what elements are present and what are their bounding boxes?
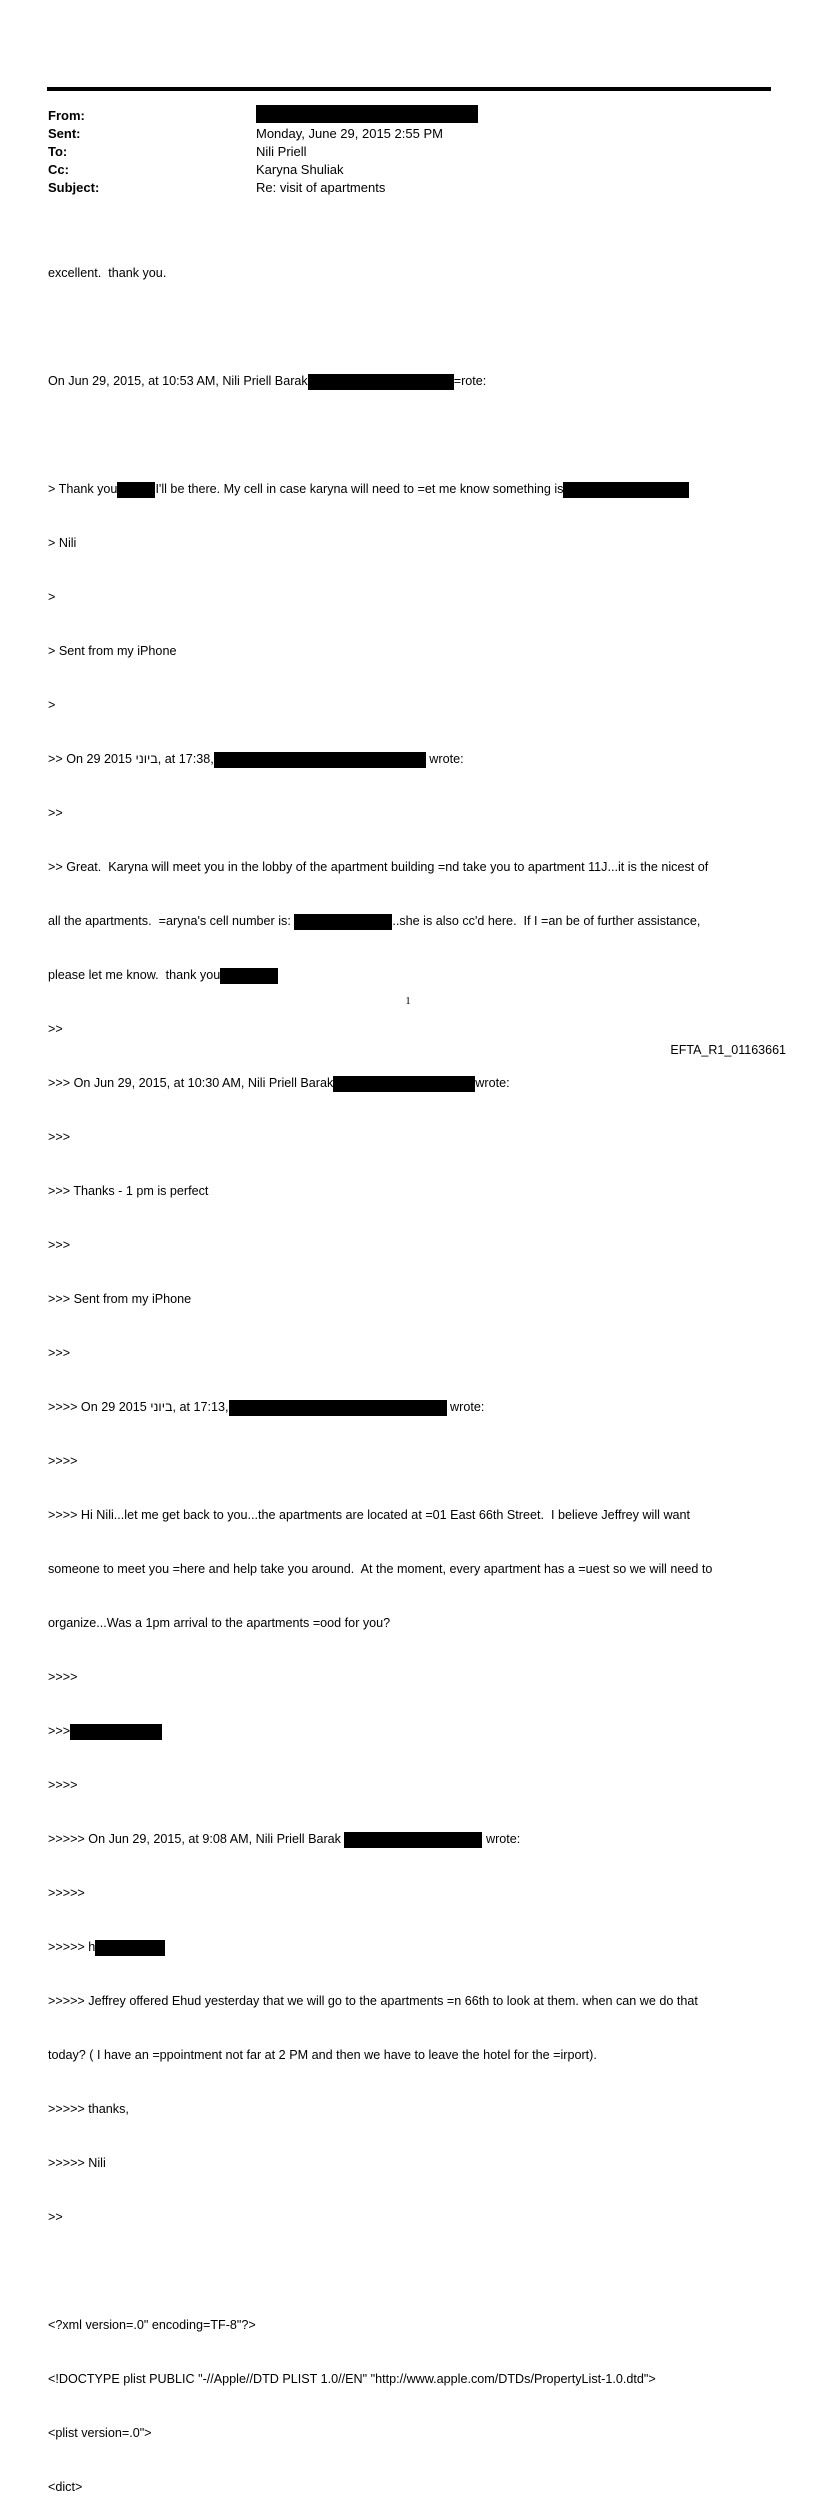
body-line: [48, 426, 768, 444]
redaction: [95, 1940, 165, 1956]
cc-value: Karyna Shuliak: [256, 162, 344, 177]
body-line: > Nili: [48, 536, 77, 550]
body-text: wrote:: [475, 1076, 510, 1090]
body-line: >>>>: [48, 1778, 78, 1792]
body-line: [48, 480, 768, 498]
body-text: >>>> On 29 ביוני 2015, at 17:13,: [48, 1400, 229, 1414]
body-line: <!DOCTYPE plist PUBLIC "-//Apple//DTD PLIST 1.0//EN" "http://www.apple.com/DTDs/PropertyList-1.0.dtd">: [48, 2372, 656, 2386]
body-text: >>>: [48, 1724, 71, 1738]
redaction: [308, 374, 454, 390]
redaction: [563, 482, 689, 498]
body-line: >>>: [48, 1238, 71, 1252]
body-line: [48, 2262, 768, 2280]
body-line: >>>>>: [48, 1886, 85, 1900]
body-line: >>: [48, 1022, 63, 1036]
body-line: >>>>: [48, 1670, 78, 1684]
body-line: today? ( I have an =ppointment not far at 2 PM and then we have to leave the hotel for the =irport).: [48, 2048, 597, 2062]
body-line: [48, 372, 768, 390]
body-text: >>>>> h: [48, 1940, 96, 1954]
redaction: [214, 752, 426, 768]
body-line: [48, 1722, 768, 1740]
to-label: To:: [48, 144, 68, 159]
body-line: >>>> Hi Nili...let me get back to you...the apartments are located at =01 East 66th Street. I believe Jeffrey will want: [48, 1508, 691, 1522]
body-line: [48, 750, 768, 768]
sent-value: Monday, June 29, 2015 2:55 PM: [256, 126, 443, 141]
body-text: >> On 29 ביוני 2015, at 17:38,: [48, 752, 214, 766]
from-label: From:: [48, 108, 85, 123]
body-line: >>>>: [48, 1454, 78, 1468]
sent-label: Sent:: [48, 126, 81, 141]
body-line: excellent. thank you.: [48, 266, 167, 280]
body-text: wrote:: [482, 1832, 521, 1846]
body-line: <dict>: [48, 2480, 83, 2494]
body-line: >>> Thanks - 1 pm is perfect: [48, 1184, 209, 1198]
body-line: organize...Was a 1pm arrival to the apartments =ood for you?: [48, 1616, 391, 1630]
email-body: [48, 228, 768, 2514]
body-text: > Thank you: [48, 482, 118, 496]
body-line: >>>>> Jeffrey offered Ehud yesterday that we will go to the apartments =n 66th to look at them. when can we do that: [48, 1994, 698, 2008]
body-text: wrote:: [425, 752, 464, 766]
bates-number: EFTA_R1_01163661: [670, 1043, 786, 1057]
body-text: =rote:: [453, 374, 487, 388]
body-line: [48, 1074, 768, 1092]
redaction: [220, 968, 278, 984]
cc-label: Cc:: [48, 162, 69, 177]
redaction: [117, 482, 155, 498]
body-text: wrote:: [446, 1400, 485, 1414]
body-text: all the apartments. =aryna's cell number is:: [48, 914, 291, 928]
body-line: [48, 1830, 768, 1848]
to-value: Nili Priell: [256, 144, 307, 159]
body-line: <?xml version=.0" encoding=TF-8"?>: [48, 2318, 256, 2332]
body-line: [48, 966, 768, 984]
body-line: >>>: [48, 1130, 71, 1144]
header-rule: [47, 87, 771, 91]
body-line: [48, 318, 768, 336]
body-line: >>>>> thanks,: [48, 2102, 129, 2116]
body-line: >>>: [48, 1346, 71, 1360]
body-line: <plist version=.0">: [48, 2426, 152, 2440]
subject-value: Re: visit of apartments: [256, 180, 386, 195]
body-text: I'll be there. My cell in case karyna will need to =et me know something is: [155, 482, 564, 496]
subject-label: Subject:: [48, 180, 100, 195]
body-text: ..she is also cc'd here. If I =an be of further assistance,: [392, 914, 701, 928]
page-number: 1: [405, 995, 411, 1007]
body-line: >>>>> Nili: [48, 2156, 106, 2170]
body-line: [48, 912, 768, 930]
body-line: > Sent from my iPhone: [48, 644, 177, 658]
redaction: [344, 1832, 482, 1848]
body-text: please let me know. thank you: [48, 968, 221, 982]
body-text: >>>>> On Jun 29, 2015, at 9:08 AM, Nili Priell Barak: [48, 1832, 341, 1846]
redaction: [70, 1724, 162, 1740]
body-line: >>: [48, 806, 63, 820]
from-redaction: [256, 104, 478, 123]
body-text: On Jun 29, 2015, at 10:53 AM, Nili Priell Barak: [48, 374, 308, 388]
redaction: [294, 914, 392, 930]
body-line: someone to meet you =here and help take you around. At the moment, every apartment has a =uest so we will need to: [48, 1562, 713, 1576]
body-line: >: [48, 698, 56, 712]
body-line: [48, 1938, 768, 1956]
redaction: [229, 1400, 447, 1416]
body-line: >>: [48, 2210, 63, 2224]
body-text: >>> On Jun 29, 2015, at 10:30 AM, Nili Priell Barak: [48, 1076, 334, 1090]
body-line: >> Great. Karyna will meet you in the lobby of the apartment building =nd take you to apartment 11J...it is the nicest of: [48, 860, 709, 874]
body-line: >: [48, 590, 56, 604]
body-line: [48, 1398, 768, 1416]
redaction: [333, 1076, 475, 1092]
body-line: >>> Sent from my iPhone: [48, 1292, 192, 1306]
